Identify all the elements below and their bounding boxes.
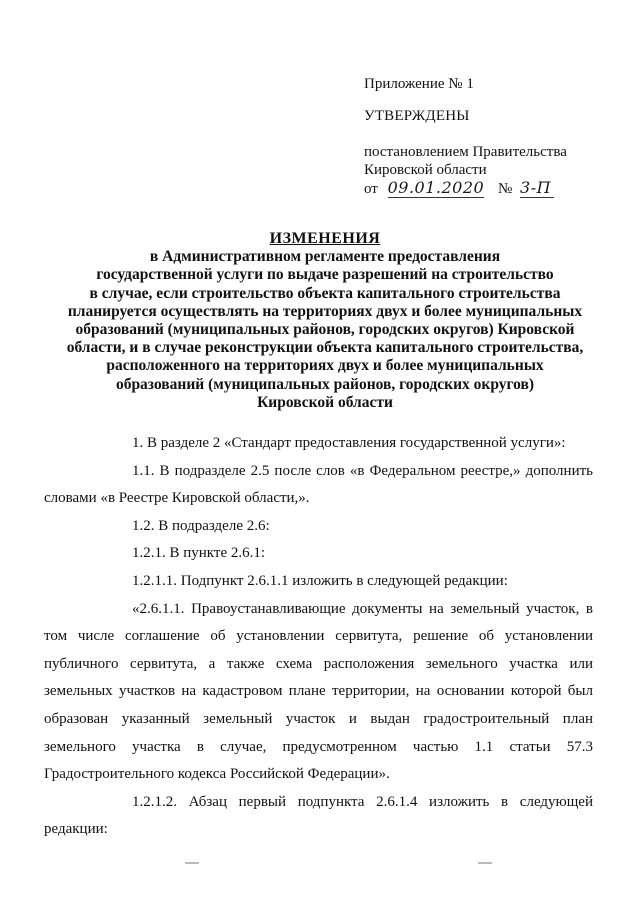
handwritten-number: 3-П: [520, 179, 554, 198]
decree-line-2: Кировской области: [364, 162, 487, 178]
decree-date-row: [364, 179, 567, 198]
paragraph-7: 1.2.1.2. Абзац первый подпункта 2.6.1.4 изложить в следующей редакции:: [44, 793, 593, 838]
paragraph-5: 1.2.1.1. Подпункт 2.6.1.1 изложить в следующей редакции:: [132, 572, 508, 589]
handwritten-date: 09.01.2020: [387, 178, 485, 197]
appendix-label: Приложение № 1: [364, 76, 474, 92]
decree-line-1: постановлением Правительства: [364, 144, 567, 160]
title-line: планируется осуществлять на территориях двух и более муниципальных: [67, 302, 583, 320]
title-main: ИЗМЕНЕНИЯ: [269, 230, 381, 247]
paragraph-4: 1.2.1. В пункте 2.6.1:: [132, 545, 266, 562]
approved-label: УТВЕРЖДЕНЫ: [364, 108, 470, 124]
paragraph-2: 1.1. В подразделе 2.5 после слов «в Федеральном реестре,» дополнить словами «в Реестре Кировской области,».: [44, 462, 593, 507]
scan-mark: [478, 862, 492, 864]
paragraph-6: «2.6.1.1. Правоустанавливающие документы на земельный участок, в том числе соглашение об установлении сервитута, решение об установлении публичного сервитута, а также схема расположения земельного участка или земельных участков на кадастровом плане территории, на основании которой был образован указанный земельный участок и выдан градостроительный план земельного участка в случае, предусмотренном частью 1.1 статьи 57.3 Градостроительного кодекса Российской Федерации».: [44, 600, 593, 783]
title-line: в Административном регламенте предоставления: [149, 248, 501, 266]
title-line: расположенного на территориях двух и более муниципальных: [106, 357, 544, 375]
document-body: [44, 430, 593, 844]
title-line: образований (муниципальных районов, городских округов) Кировской: [75, 321, 575, 339]
paragraph-3: 1.2. В подразделе 2.6:: [132, 517, 270, 534]
title-line: области, и в случае реконструкции объекта капитального строительства,: [66, 339, 584, 357]
title-line: образований (муниципальных районов, городских округов): [115, 375, 535, 393]
number-prefix: №: [497, 181, 513, 197]
title-line: в случае, если строительство объекта капитального строительства: [89, 284, 561, 302]
document-title: [60, 230, 590, 412]
scan-mark: [185, 862, 199, 864]
title-line: государственной услуги по выдаче разрешений на строительство: [96, 266, 554, 284]
paragraph-1: 1. В разделе 2 «Стандарт предоставления государственной услуги»:: [132, 435, 566, 451]
title-line: Кировской области: [257, 393, 393, 411]
date-prefix: от: [364, 181, 378, 197]
decree-block: [364, 143, 567, 198]
